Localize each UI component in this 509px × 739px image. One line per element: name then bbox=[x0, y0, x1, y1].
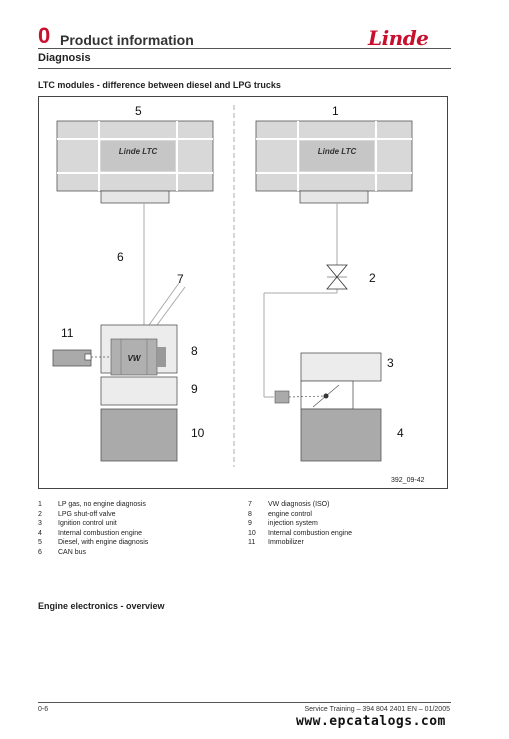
callout-1: 1 bbox=[332, 104, 339, 118]
callout-10: 10 bbox=[191, 426, 205, 440]
linde-logo: Linde bbox=[368, 26, 429, 50]
legend-item: 6 CAN bus bbox=[38, 548, 87, 556]
callout-6: 6 bbox=[117, 250, 124, 264]
callout-9: 9 bbox=[191, 382, 198, 396]
legend-item: 11 Immobilizer bbox=[248, 539, 304, 547]
legend-left bbox=[38, 500, 148, 558]
figure-subtitle: LTC modules - difference between diesel and LPG trucks bbox=[38, 80, 281, 90]
publication-info: Service Training – 394 804 2401 EN – 01/2005 bbox=[304, 706, 450, 713]
legend-right bbox=[248, 500, 352, 548]
legend-item: 10 Internal combustion engine bbox=[248, 529, 353, 537]
legend-item: 8 engine control bbox=[248, 510, 312, 518]
callout-5: 5 bbox=[135, 104, 142, 118]
callout-11: 11 bbox=[61, 326, 74, 340]
injection-block bbox=[101, 377, 177, 405]
vw-label: VW bbox=[127, 354, 141, 363]
figure-id: 392_09-42 bbox=[391, 477, 425, 484]
legend-item: 9 injection system bbox=[248, 520, 318, 528]
engine-right bbox=[301, 409, 381, 461]
section-title: Diagnosis bbox=[38, 52, 91, 64]
engine-left bbox=[101, 409, 177, 461]
section-rule bbox=[38, 68, 451, 69]
ignition-control-unit bbox=[301, 353, 381, 381]
footer-rule bbox=[38, 702, 451, 703]
header-rule bbox=[38, 48, 451, 49]
callout-8: 8 bbox=[191, 344, 198, 358]
legend-item: 4 Internal combustion engine bbox=[38, 529, 143, 537]
legend-item: 3 Ignition control unit bbox=[38, 520, 117, 528]
next-section-title: Engine electronics - overview bbox=[38, 601, 165, 611]
chapter-title: Product information bbox=[60, 32, 194, 48]
legend-item: 7 VW diagnosis (ISO) bbox=[248, 501, 330, 508]
ltc-diagram bbox=[39, 97, 449, 490]
ltc-right-label: Linde LTC bbox=[317, 147, 357, 156]
diagram-frame bbox=[38, 96, 448, 489]
ltc-left-label: Linde LTC bbox=[118, 147, 158, 156]
legend-item: 2 LPG shut-off valve bbox=[38, 510, 116, 518]
chapter-number: 0 bbox=[38, 23, 51, 48]
watermark: www.epcatalogs.com bbox=[296, 714, 446, 729]
ltc-module-right bbox=[256, 121, 412, 203]
callout-4: 4 bbox=[397, 426, 404, 440]
ltc-module-left bbox=[57, 121, 213, 203]
legend-item: 1 LP gas, no engine diagnosis bbox=[38, 501, 146, 508]
lpg-valve bbox=[327, 265, 347, 289]
vw-diag-line bbox=[149, 283, 179, 325]
callout-7: 7 bbox=[177, 272, 184, 286]
callout-3: 3 bbox=[387, 356, 394, 370]
page-number: 0-6 bbox=[38, 706, 49, 713]
callout-2: 2 bbox=[369, 271, 376, 285]
legend-item: 5 Diesel, with engine diagnosis bbox=[38, 539, 149, 547]
ignition-connector bbox=[275, 391, 289, 403]
